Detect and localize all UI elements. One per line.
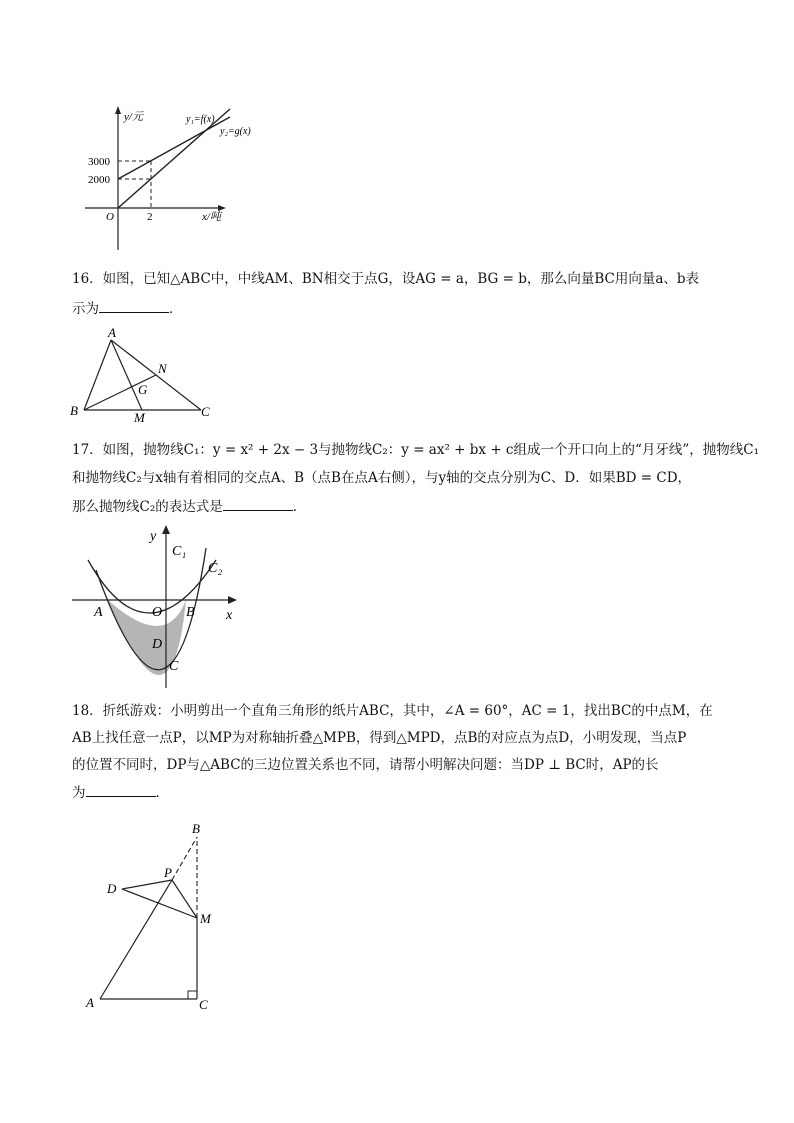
q16-line2-text: 示为 xyxy=(72,301,99,317)
q16-label-b: B xyxy=(70,403,78,418)
q18-line2: AB上找任意一点P，以MP为对称轴折叠△MPB，得到△MPD，点B的对应点为点D，小明发现，当点P xyxy=(72,730,687,746)
q16-line2 xyxy=(72,298,183,319)
q16-line1: 16．如图，已知△ABC中，中线AM、BN相交于点G，设AG = a，BG = b，那么向量BC用向量a、b表 xyxy=(72,271,700,287)
graph-x-label: x/吨 xyxy=(202,211,221,223)
tick-2000: 2000 xyxy=(88,174,110,186)
q16-median-am xyxy=(111,340,142,410)
q18-side-pb-dashed xyxy=(172,837,197,880)
q16-triangle-figure xyxy=(66,324,226,424)
q16-answer-blank[interactable] xyxy=(99,298,169,313)
q17-label-x: x xyxy=(226,608,233,623)
q17-end: ． xyxy=(292,499,307,515)
q18-label-m: M xyxy=(200,911,211,926)
q18-label-d: D xyxy=(107,881,117,896)
q17-label-b: B xyxy=(186,605,195,620)
q18-fold-figure xyxy=(80,815,230,1015)
graph-y-arrow xyxy=(115,106,121,114)
q18-line3: 的位置不同时，DP与△ABC的三边位置关系也不同，请帮小明解决问题：当DP ⊥ BC时，AP的长 xyxy=(72,757,659,773)
q18-fold-pd xyxy=(122,880,172,889)
q16-label-a: A xyxy=(108,325,116,340)
q17-line2: 和抛物线C₂与x轴有着相同的交点A、B（点B在点A右侧），与y轴的交点分别为C、D．如果BD = CD， xyxy=(72,470,692,486)
graph-y-label: y/元 xyxy=(124,111,143,123)
q18-fold-dm xyxy=(122,889,197,918)
q17-label-d: D xyxy=(152,637,163,652)
q18-label-p: P xyxy=(164,865,172,880)
q17-label-c: C xyxy=(169,659,179,674)
graph-g-label: y₂=g(x) xyxy=(220,126,251,137)
q18-right-angle-mark xyxy=(188,991,197,999)
q16-label-c: C xyxy=(201,404,210,419)
q18-end: ． xyxy=(155,785,169,801)
q17-label-y: y xyxy=(150,529,157,544)
q18-label-a: A xyxy=(86,995,94,1010)
q16-label-n: N xyxy=(158,361,167,376)
q18-side-ap xyxy=(100,880,172,999)
price-graph xyxy=(80,100,270,260)
q18-line4 xyxy=(72,782,169,803)
q18-label-b: B xyxy=(192,821,200,836)
q17-answer-blank[interactable] xyxy=(223,496,293,511)
tick-2: 2 xyxy=(147,211,153,223)
q17-line3 xyxy=(72,496,306,517)
q17-label-c2: C₂ xyxy=(208,561,223,576)
graph-f-label: y₁=f(x) xyxy=(186,114,215,125)
q16-label-m: M xyxy=(134,410,145,424)
q16-end: ． xyxy=(169,301,183,317)
line-g xyxy=(118,117,230,179)
q17-y-arrow xyxy=(162,525,170,534)
tick-3000: 3000 xyxy=(88,156,110,168)
graph-origin: O xyxy=(106,211,114,223)
q17-label-c1: C₁ xyxy=(172,544,187,559)
q18-label-c: C xyxy=(199,997,208,1012)
q17-label-o: O xyxy=(152,605,163,620)
q17-parabola-figure xyxy=(66,520,256,690)
q17-label-a: A xyxy=(94,605,103,620)
q18-fold-pm xyxy=(172,880,197,918)
q16-label-g: G xyxy=(138,382,148,397)
q17-line1: 17．如图，抛物线C₁：y = x² + 2x − 3与抛物线C₂：y = ax² + bx + c组成一个开口向上的“月牙线”，抛物线C₁ xyxy=(72,442,760,458)
q17-line3-text: 那么抛物线C₂的表达式是 xyxy=(72,499,223,515)
q18-line4-text: 为 xyxy=(72,785,86,801)
q17-x-arrow xyxy=(228,596,237,604)
q18-line1: 18．折纸游戏：小明剪出一个直角三角形的纸片ABC，其中，∠A = 60°，AC = 1，找出BC的中点M，在 xyxy=(72,703,713,719)
q18-answer-blank[interactable] xyxy=(86,782,156,797)
